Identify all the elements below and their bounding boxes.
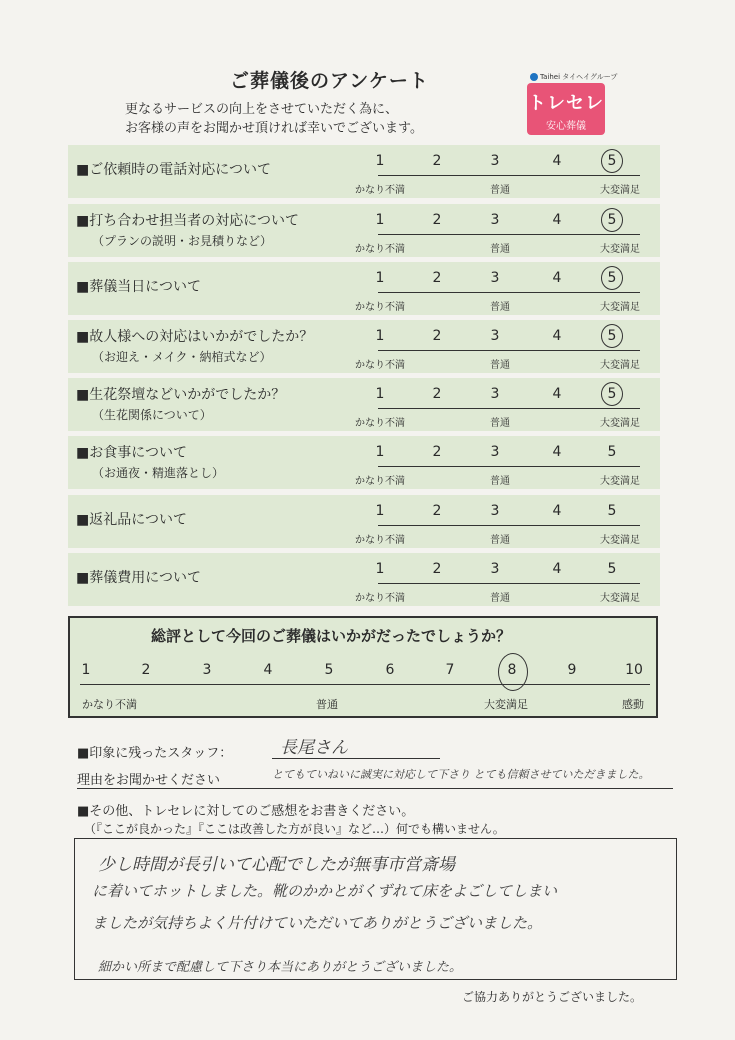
scale-label-mid: 普通 (490, 244, 510, 255)
logo-sub: 安心葬儀 (546, 121, 586, 132)
overall-scale-line (80, 684, 650, 685)
scale-option-5[interactable]: 5 (607, 444, 617, 460)
scale-option-2[interactable]: 2 (432, 503, 442, 519)
selected-answer-circle (601, 266, 623, 290)
scale-option-5[interactable]: 5 (607, 270, 617, 286)
comments-heading: ■その他、トレセレに対してのご感想をお書きください。 (77, 804, 415, 819)
question-subtitle: （お迎え・メイク・納棺式など） (92, 350, 272, 364)
scale-option-4[interactable]: 4 (552, 444, 562, 460)
selected-answer-circle (601, 149, 623, 173)
scale-label-low: かなり不満 (355, 593, 405, 604)
scale-option-1[interactable]: 1 (375, 503, 385, 519)
scale-option-2[interactable]: 2 (432, 212, 442, 228)
overall-title: 総評として今回のご葬儀はいかがだったでしょうか？ (151, 627, 512, 645)
overall-label: かなり不満 (82, 698, 137, 711)
overall-option-1[interactable]: 1 (81, 662, 91, 678)
scale-option-2[interactable]: 2 (432, 561, 442, 577)
scale-label-mid: 普通 (490, 185, 510, 196)
brand-logo (527, 83, 605, 135)
scale-option-5[interactable]: 5 (607, 386, 617, 402)
overall-option-9[interactable]: 9 (567, 662, 577, 678)
scale-line (378, 408, 640, 409)
overall-option-5[interactable]: 5 (324, 662, 334, 678)
overall-option-3[interactable]: 3 (202, 662, 212, 678)
scale-option-4[interactable]: 4 (552, 153, 562, 169)
scale-label-low: かなり不満 (355, 476, 405, 487)
scale-option-1[interactable]: 1 (375, 444, 385, 460)
overall-option-7[interactable]: 7 (445, 662, 455, 678)
overall-selected-circle (498, 653, 528, 691)
question-subtitle: （プランの説明・お見積りなど） (92, 234, 273, 248)
selected-answer-circle (601, 382, 623, 406)
scale-label-low: かなり不満 (355, 302, 405, 313)
scale-option-5[interactable]: 5 (607, 212, 617, 228)
question-title: ■お食事について (76, 445, 187, 461)
scale-option-2[interactable]: 2 (432, 386, 442, 402)
scale-option-3[interactable]: 3 (490, 328, 500, 344)
reason-label: 理由をお聞かせください (77, 773, 221, 788)
scale-option-3[interactable]: 3 (490, 212, 500, 228)
scale-label-mid: 普通 (490, 418, 510, 429)
scale-option-3[interactable]: 3 (490, 561, 500, 577)
overall-option-8[interactable]: 8 (507, 662, 517, 678)
question-title: ■葬儀当日について (76, 279, 201, 295)
scale-option-5[interactable]: 5 (607, 153, 617, 169)
scale-label-mid: 普通 (490, 593, 510, 604)
staff-value[interactable]: 長尾さん (280, 738, 348, 758)
intro-line-2: お客様の声をお聞かせ頂ければ幸いでございます。 (125, 121, 423, 136)
comments-note: （『ここが良かった』『ここは改善した方が良い』など…）何でも構いません。 (84, 822, 505, 836)
staff-underline (272, 758, 440, 759)
page-title: ご葬儀後のアンケート (230, 70, 429, 92)
scale-line (378, 466, 640, 467)
logo-name: トレセレ (528, 93, 604, 114)
scale-option-3[interactable]: 3 (490, 270, 500, 286)
scale-label-low: かなり不満 (355, 185, 405, 196)
scale-option-2[interactable]: 2 (432, 328, 442, 344)
scale-option-2[interactable]: 2 (432, 444, 442, 460)
question-title: ■生花祭壇などいかがでしたか？ (76, 387, 286, 403)
scale-option-1[interactable]: 1 (375, 153, 385, 169)
scale-option-4[interactable]: 4 (552, 212, 562, 228)
scale-option-4[interactable]: 4 (552, 561, 562, 577)
overall-option-10[interactable]: 10 (625, 662, 643, 678)
scale-label-low: かなり不満 (355, 244, 405, 255)
scale-option-3[interactable]: 3 (490, 153, 500, 169)
scale-option-5[interactable]: 5 (607, 561, 617, 577)
scale-option-1[interactable]: 1 (375, 212, 385, 228)
intro-line-1: 更なるサービスの向上をさせていただく為に、 (125, 102, 399, 117)
scale-label-low: かなり不満 (355, 418, 405, 429)
scale-label-mid: 普通 (490, 302, 510, 313)
question-subtitle: （お通夜・精進落とし） (92, 466, 225, 480)
scale-label-high: 大変満足 (600, 244, 640, 255)
question-title: ■ご依頼時の電話対応について (76, 162, 271, 178)
overall-option-4[interactable]: 4 (263, 662, 273, 678)
overall-option-2[interactable]: 2 (141, 662, 151, 678)
footer-thanks: ご協力ありがとうございました。 (462, 990, 643, 1004)
scale-line (378, 292, 640, 293)
scale-label-high: 大変満足 (600, 360, 640, 371)
overall-label: 感動 (622, 698, 644, 711)
scale-label-mid: 普通 (490, 476, 510, 487)
scale-label-high: 大変満足 (600, 185, 640, 196)
logo-group: Taihei タイヘイグループ (530, 72, 617, 82)
scale-option-2[interactable]: 2 (432, 270, 442, 286)
scale-option-4[interactable]: 4 (552, 503, 562, 519)
scale-label-high: 大変満足 (600, 302, 640, 313)
scale-option-3[interactable]: 3 (490, 503, 500, 519)
scale-label-mid: 普通 (490, 535, 510, 546)
scale-label-mid: 普通 (490, 360, 510, 371)
question-title: ■故人様への対応はいかがでしたか？ (76, 329, 314, 345)
overall-label: 普通 (316, 698, 338, 711)
scale-label-low: かなり不満 (355, 535, 405, 546)
scale-option-5[interactable]: 5 (607, 503, 617, 519)
scale-option-1[interactable]: 1 (375, 270, 385, 286)
scale-option-4[interactable]: 4 (552, 270, 562, 286)
comment-line-4: 細かい所まで配慮して下さり本当にありがとうございました。 (98, 960, 463, 975)
scale-option-2[interactable]: 2 (432, 153, 442, 169)
selected-answer-circle (601, 324, 623, 348)
question-title: ■打ち合わせ担当者の対応について (76, 213, 299, 229)
reason-underline (77, 788, 673, 789)
question-title: ■葬儀費用について (76, 570, 201, 586)
comment-line-1: 少し時間が長引いて心配でしたが無事市営斎場 (98, 855, 455, 875)
scale-option-3[interactable]: 3 (490, 444, 500, 460)
selected-answer-circle (601, 208, 623, 232)
staff-label: ■印象に残ったスタッフ： (77, 746, 233, 761)
scale-option-4[interactable]: 4 (552, 386, 562, 402)
scale-option-4[interactable]: 4 (552, 328, 562, 344)
scale-line (378, 583, 640, 584)
scale-option-1[interactable]: 1 (375, 386, 385, 402)
scale-option-1[interactable]: 1 (375, 561, 385, 577)
scale-line (378, 175, 640, 176)
overall-label: 大変満足 (484, 698, 528, 711)
comment-line-2: に着いてホットしました。靴のかかとがくずれて床をよごしてしまい (92, 882, 558, 900)
logo-dot-icon (530, 73, 538, 81)
scale-line (378, 234, 640, 235)
scale-line (378, 525, 640, 526)
scale-line (378, 350, 640, 351)
scale-label-high: 大変満足 (600, 535, 640, 546)
scale-label-high: 大変満足 (600, 476, 640, 487)
question-title: ■返礼品について (76, 512, 187, 528)
scale-label-high: 大変満足 (600, 593, 640, 604)
scale-label-high: 大変満足 (600, 418, 640, 429)
comment-line-3: ましたが気持ちよく片付けていただいてありがとうございました。 (92, 914, 543, 932)
scale-option-3[interactable]: 3 (490, 386, 500, 402)
overall-option-6[interactable]: 6 (385, 662, 395, 678)
scale-option-1[interactable]: 1 (375, 328, 385, 344)
scale-label-low: かなり不満 (355, 360, 405, 371)
question-subtitle: （生花関係について） (92, 408, 212, 422)
scale-option-5[interactable]: 5 (607, 328, 617, 344)
reason-value[interactable]: とてもていねいに誠実に対応して下さり とても信頼させていただきました。 (272, 768, 650, 781)
